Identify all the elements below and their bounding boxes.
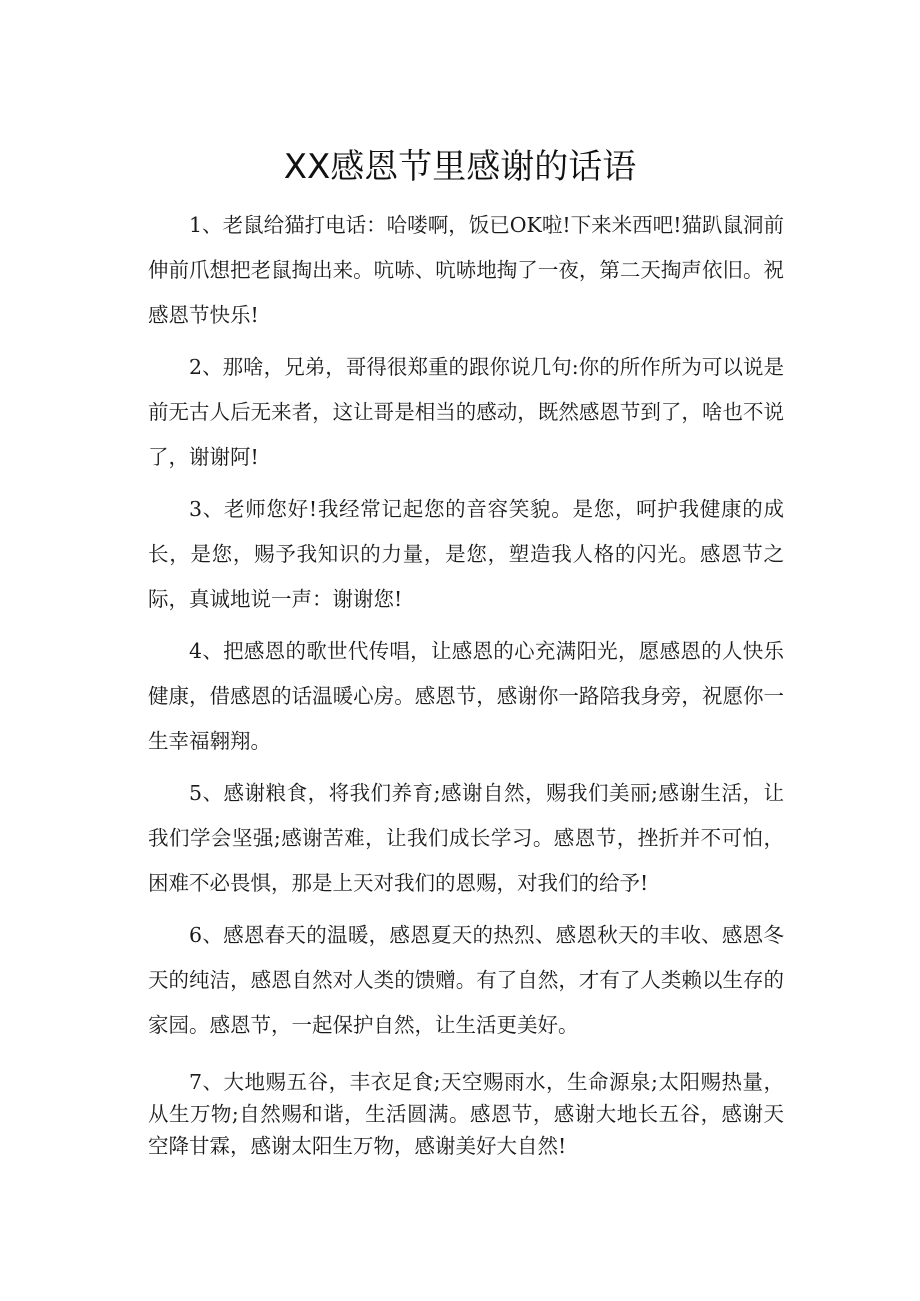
paragraph-5: 5、感谢粮食，将我们养育;感谢自然，赐我们美丽;感谢生活，让我们学会坚强;感谢苦难，让我们成长学习。感恩节，挫折并不可怕，困难不必畏惧，那是上天对我们的恩赐，对我们的给予! xyxy=(148,781,784,895)
paragraph-6: 6、感恩春天的温暖，感恩夏天的热烈、感恩秋天的丰收、感恩冬天的纯洁，感恩自然对人类的馈赠。有了自然，才有了人类赖以生存的家园。感恩节，一起保护自然，让生活更美好。 xyxy=(148,923,784,1037)
paragraph-1: 1、老鼠给猫打电话：哈喽啊，饭已OK啦!下来米西吧!猫趴鼠洞前伸前爪想把老鼠掏出来。吭哧、吭哧地掏了一夜，第二天掏声依旧。祝感恩节快乐! xyxy=(148,213,784,327)
paragraph-4: 4、把感恩的歌世代传唱，让感恩的心充满阳光，愿感恩的人快乐健康，借感恩的话温暖心房。感恩节，感谢你一路陪我身旁，祝愿你一生幸福翱翔。 xyxy=(148,639,784,753)
paragraph-2: 2、那啥，兄弟，哥得很郑重的跟你说几句:你的所作所为可以说是前无古人后无来者，这让哥是相当的感动，既然感恩节到了，啥也不说了，谢谢阿! xyxy=(148,355,784,469)
document-title: XX感恩节里感谢的话语 xyxy=(283,147,637,187)
paragraph-3: 3、老师您好!我经常记起您的音容笑貌。是您，呵护我健康的成长，是您，赐予我知识的力量，是您，塑造我人格的闪光。感恩节之际，真诚地说一声：谢谢您! xyxy=(148,497,784,611)
paragraph-7: 7、大地赐五谷，丰衣足食;天空赐雨水，生命源泉;太阳赐热量，从生万物;自然赐和谐，生活圆满。感恩节，感谢大地长五谷，感谢天空降甘霖，感谢太阳生万物，感谢美好大自然! xyxy=(148,1070,784,1158)
